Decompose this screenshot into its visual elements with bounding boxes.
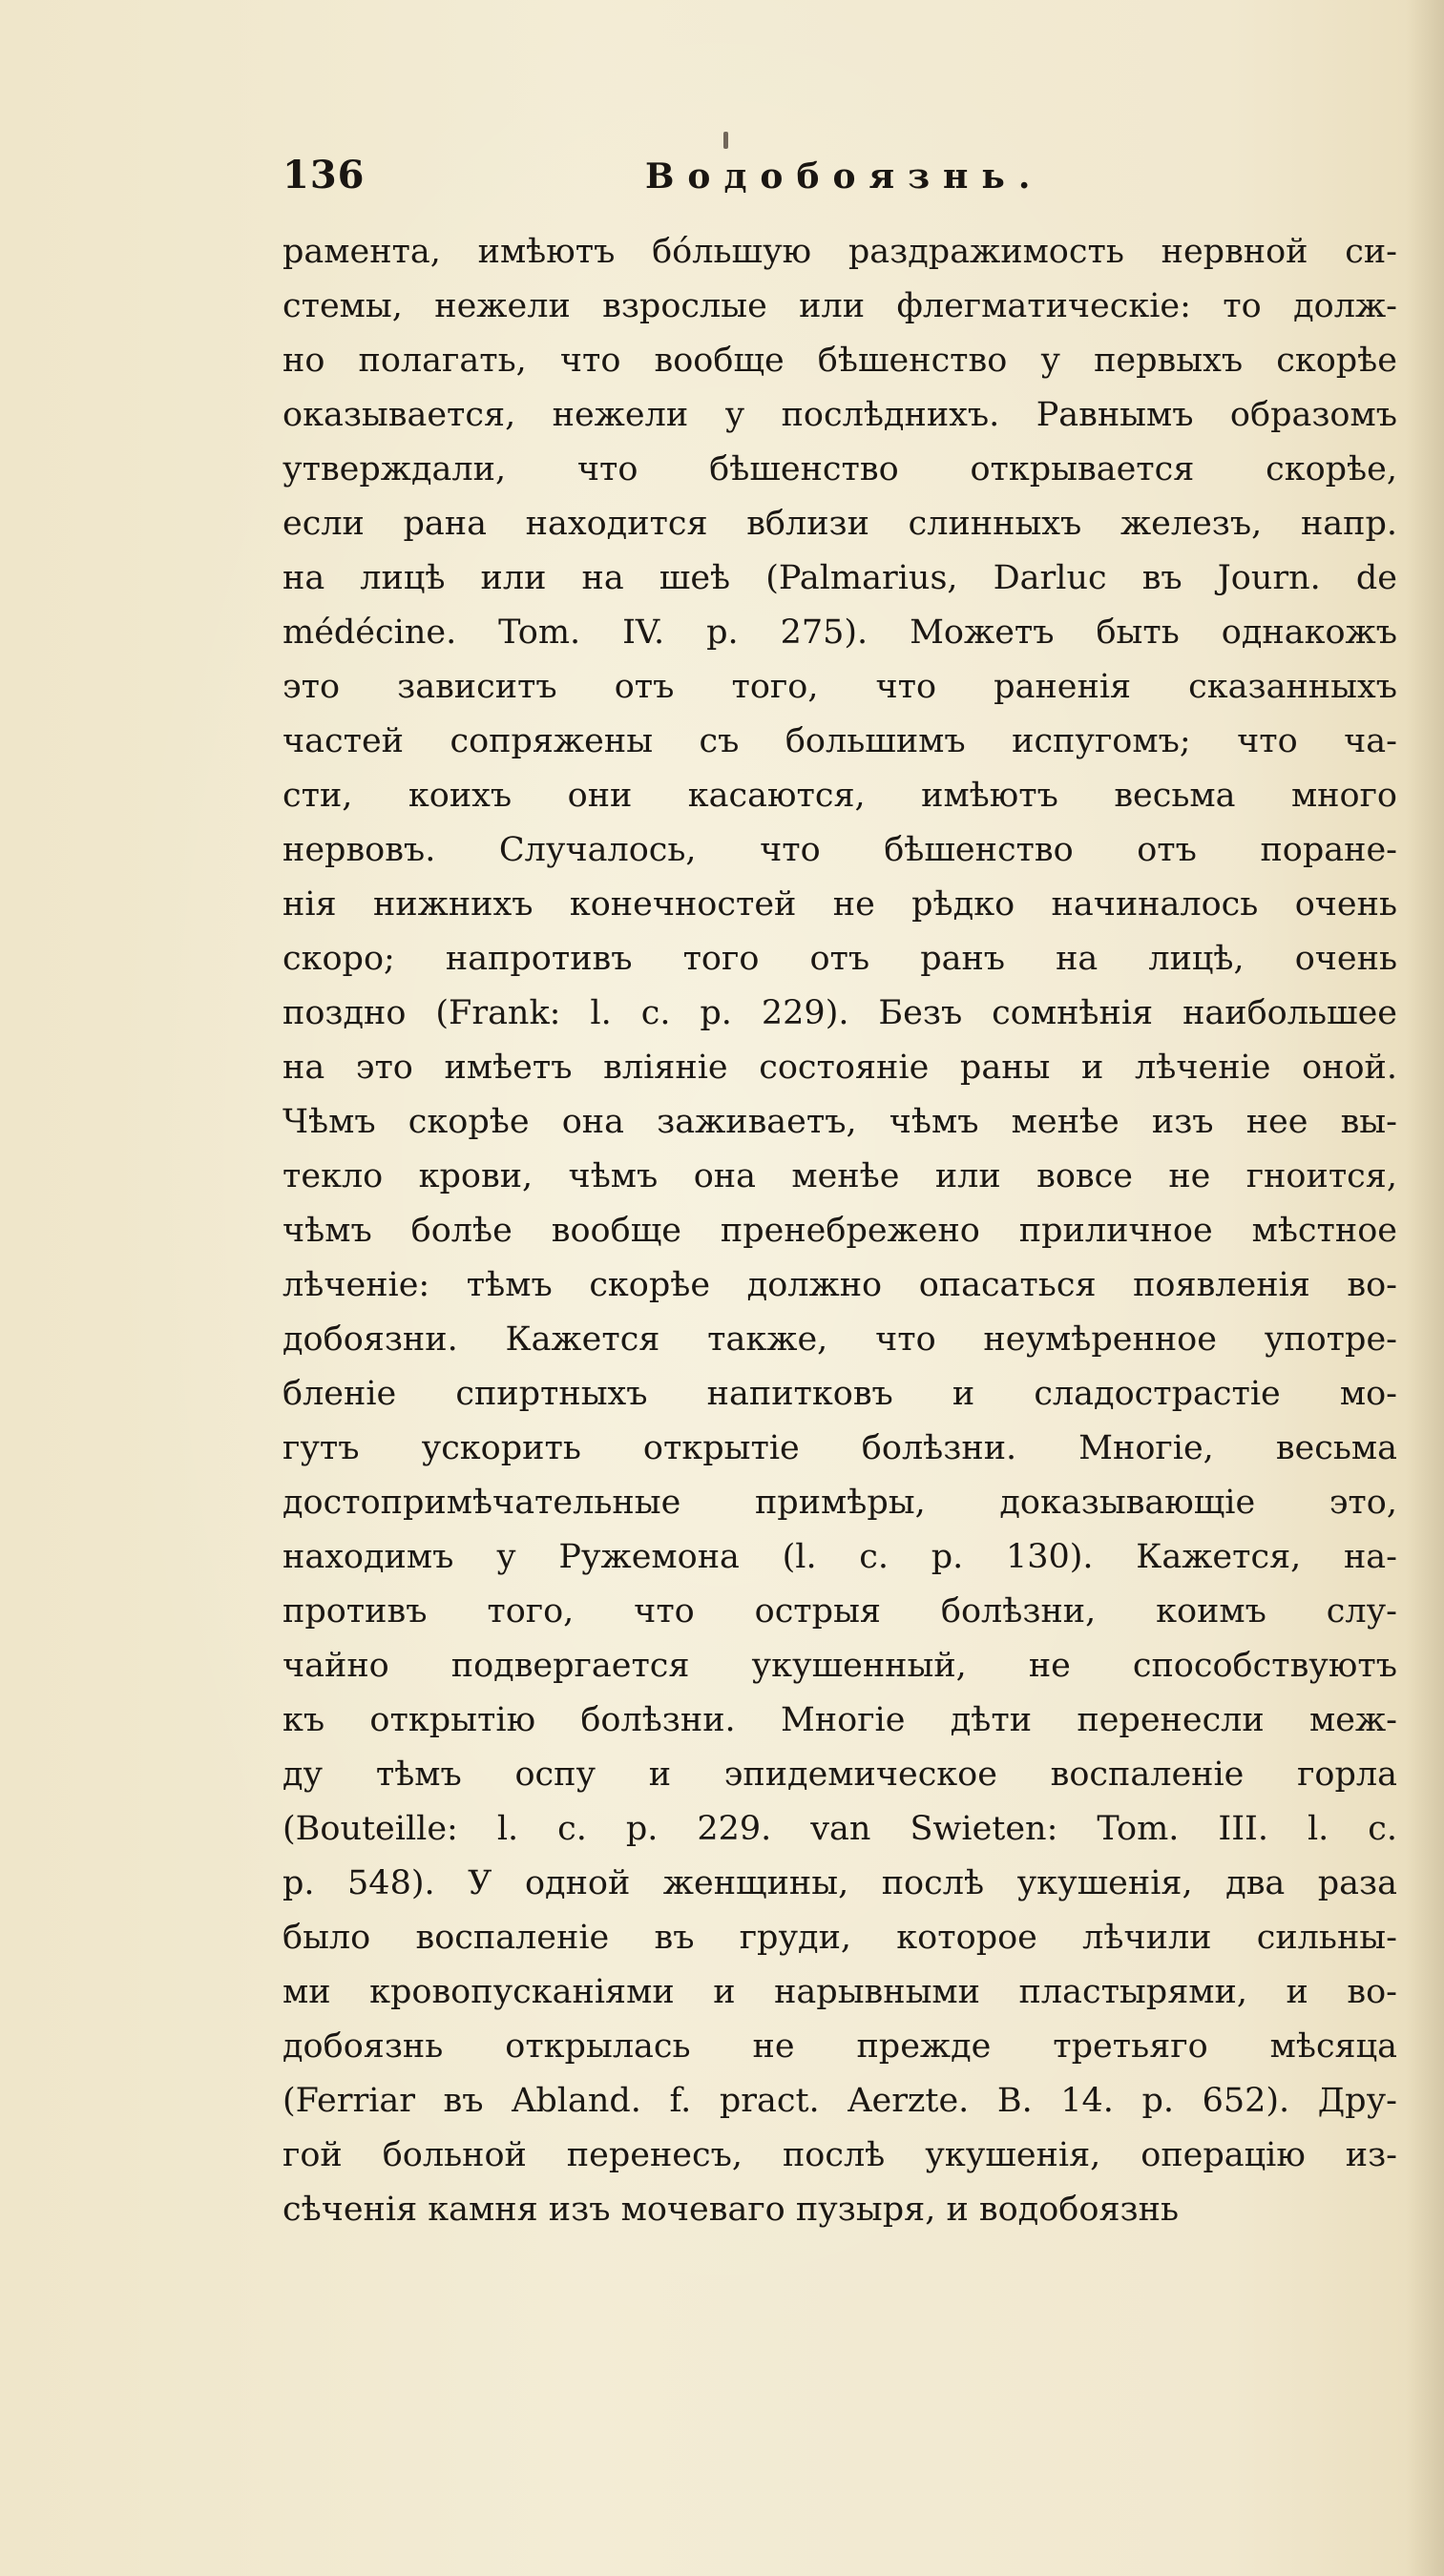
- text-line: médécine. Tom. IV. p. 275). Можетъ быть однакожъ: [283, 613, 1397, 652]
- body-text: [283, 225, 1397, 2237]
- text-line: бленіе спиртныхъ напитковъ и сладострастіе мо-: [283, 1375, 1397, 1413]
- text-line: къ открытію болѣзни. Многіе дѣти перенесли меж-: [283, 1701, 1397, 1739]
- text-line: утверждали, что бѣшенство открывается скорѣе,: [283, 450, 1397, 488]
- running-title: Водобоязнь.: [645, 156, 1044, 197]
- page-edge-shadow: [1406, 0, 1444, 2576]
- text-line: но полагать, что вообще бѣшенство у первыхъ скорѣе: [283, 342, 1397, 380]
- text-line: на это имѣетъ вліяніе состояніе раны и лѣченіе оной.: [283, 1049, 1397, 1087]
- text-line: гутъ ускорить открытіе болѣзни. Многіе, весьма: [283, 1429, 1397, 1467]
- text-line: лѣченіе: тѣмъ скорѣе должно опасаться появленія во-: [283, 1266, 1397, 1304]
- page-number: 136: [283, 153, 366, 197]
- text-line: (Ferriar въ Abland. f. pract. Aerzte. B. 14. p. 652). Дру-: [283, 2082, 1397, 2120]
- text-line: частей сопряжены съ большимъ испугомъ; что ча-: [283, 722, 1397, 760]
- text-line: рамента, имѣютъ бо́льшую раздражимость нервной си-: [283, 233, 1397, 271]
- text-line: нервовъ. Случалось, что бѣшенство отъ поране-: [283, 831, 1397, 869]
- text-line: на лицѣ или на шеѣ (Palmarius, Darluc въ Journ. de: [283, 559, 1397, 597]
- text-line: ду тѣмъ оспу и эпидемическое воспаленіе горла: [283, 1755, 1397, 1794]
- text-line: чайно подвергается укушенный, не способствуютъ: [283, 1647, 1397, 1685]
- text-line: это зависитъ отъ того, что раненія сказанныхъ: [283, 668, 1397, 706]
- text-line: (Bouteille: l. c. p. 229. van Swieten: Tom. III. l. c.: [283, 1810, 1397, 1848]
- text-line: добоязнь открылась не прежде третьяго мѣсяца: [283, 2027, 1397, 2066]
- text-line: добоязни. Кажется также, что неумѣренное употре-: [283, 1320, 1397, 1359]
- text-line: стемы, нежели взрослые или флегматическіе: то долж-: [283, 287, 1397, 325]
- text-line: чѣмъ болѣе вообще пренебрежено приличное мѣстное: [283, 1212, 1397, 1250]
- text-line: p. 548). У одной женщины, послѣ укушенія, два раза: [283, 1864, 1397, 1902]
- text-line: Чѣмъ скорѣе она заживаетъ, чѣмъ менѣе изъ нее вы-: [283, 1103, 1397, 1141]
- text-line: оказывается, нежели у послѣднихъ. Равнымъ образомъ: [283, 396, 1397, 434]
- text-line: находимъ у Ружемона (l. c. p. 130). Кажется, на-: [283, 1538, 1397, 1576]
- text-line: сѣченія камня изъ мочеваго пузыря, и водобоязнь: [283, 2191, 1180, 2229]
- text-line: сти, коихъ они касаются, имѣютъ весьма много: [283, 777, 1397, 815]
- text-line: текло крови, чѣмъ она менѣе или вовсе не гноится,: [283, 1157, 1397, 1195]
- text-line: скоро; напротивъ того отъ ранъ на лицѣ, очень: [283, 940, 1397, 978]
- text-line: достопримѣчательные примѣры, доказывающіе это,: [283, 1484, 1397, 1522]
- text-line: противъ того, что острыя болѣзни, коимъ слу-: [283, 1592, 1397, 1631]
- page-header: [283, 153, 1390, 210]
- text-line: нія нижнихъ конечностей не рѣдко начиналось очень: [283, 885, 1397, 924]
- text-line: ми кровопусканіями и нарывными пластырями, и во-: [283, 1973, 1397, 2011]
- text-line: если рана находится вблизи слинныхъ железъ, напр.: [283, 505, 1397, 543]
- text-line: было воспаленіе въ груди, которое лѣчили сильны-: [283, 1919, 1397, 1957]
- text-line: поздно (Frank: l. c. p. 229). Безъ сомнѣнія наибольшее: [283, 994, 1397, 1032]
- text-line: гой больной перенесъ, послѣ укушенія, операцію из-: [283, 2136, 1397, 2174]
- print-speck: [723, 132, 728, 149]
